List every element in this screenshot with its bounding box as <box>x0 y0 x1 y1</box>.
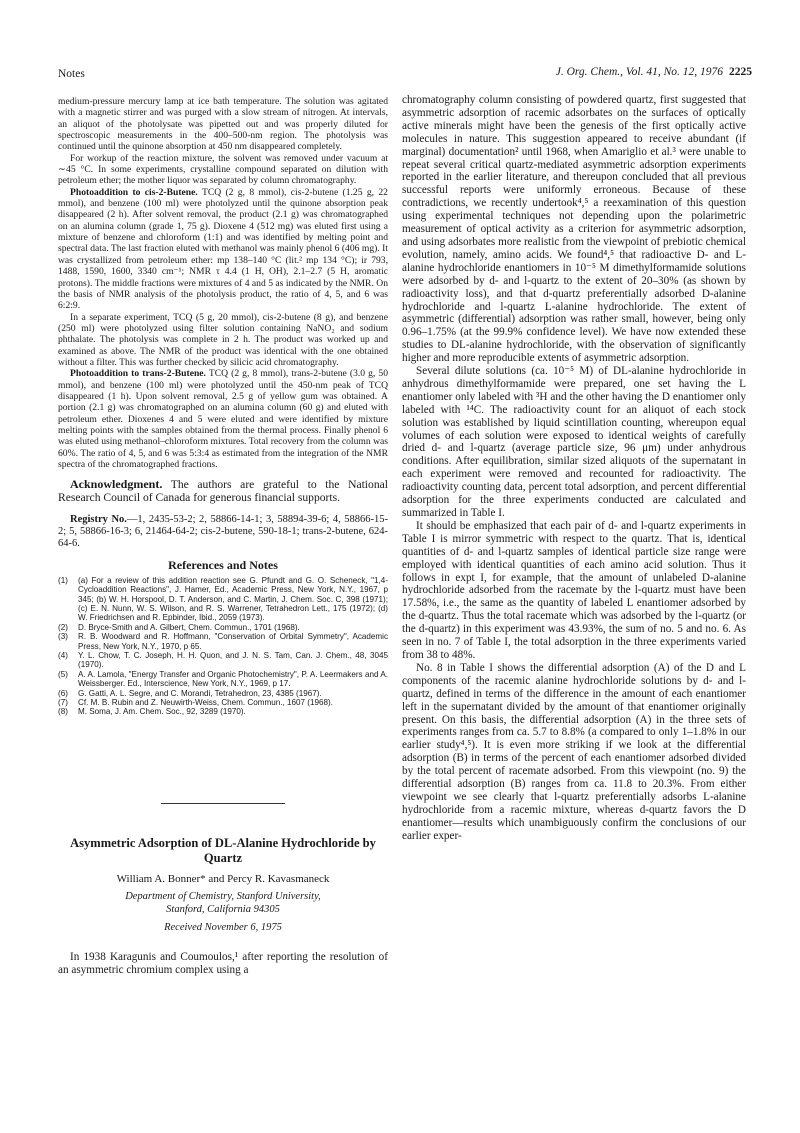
paragraph: medium-pressure mercury lamp at ice bath temperature. The solution was agitated with a magnetic stirrer and was purged with a slow stream of nitrogen. At intervals, an aliquot of the photolysate was pipetted out and was properly diluted for spectroscopic measurements in the 400–500-nm region. The photolysis was continued until the quinone absorption at 450 nm disappeared completely. <box>58 96 388 153</box>
reference-text: D. Bryce-Smith and A. Gilbert, Chem. Commun., 1701 (1968). <box>78 622 300 632</box>
reference-text: R. B. Woodward and R. Hoffmann, "Conservation of Orbital Symmetry", Academic Press, New York, N.Y., 1970, p 65. <box>78 632 388 651</box>
registry-body: —1, 2435-53-2; 2, 58866-14-1; 3, 58894-39-6; 4, 58866-15-2; 5, 58866-16-3; 6, 21464-64-2; cis-2-butene, 590-18-1; trans-2-butene, 624-64-6. <box>58 514 388 550</box>
references-heading: References and Notes <box>168 558 278 573</box>
reference-number: (1) <box>58 575 68 585</box>
paragraph: In a separate experiment, TCQ (5 g, 20 mmol), cis-2-butene (8 g), and benzene (250 ml) were photolyzed using filter solution containing NaNO₂ and sodium phthalate. The photolysis was complete in 2 h. The product was worked up and examined as above. The NMR of the product was identical with the one obtained without a filter. This was further checked by silicic acid chromatography. <box>58 311 388 368</box>
reference-item <box>58 632 388 651</box>
reference-item <box>58 707 388 716</box>
runin-heading: Photoaddition to cis-2-Butene. <box>70 186 198 198</box>
reference-item <box>58 623 388 632</box>
paragraph-body: TCQ (2 g, 8 mmol), cis-2-butene (1.25 g, 22 mmol), and benzene (100 ml) were photolyzed until the quinone absorption peak disappeared (2 h). After solvent removal, the product (2.1 g) was chromatographed on an alumina column (grade 1, 75 g). Dioxene 4 (512 mg) was eluted first using a mixture of benzene and chloroform (1:1) and was identified by melting point and spectral data. The last fraction eluted with methanol was mainly phenol 6 (406 mg). It was crystallized from petroleum ether: mp 138–140 °C (lit.² mp 134 °C); ir 793, 1488, 1590, 1600, 3340 cm⁻¹; NMR τ 4.4 (1 H, OH), 2.1–2.7 (5 H, aromatic protons). The middle fractions were mixtures of 4 and 5 as indicated by the NMR. On the basis of NMR analysis of the photolysis product, the ratio of 4, 5, and 6 was 6:2:9. <box>58 186 388 312</box>
reference-number: (4) <box>58 650 68 660</box>
journal-citation: J. Org. Chem., Vol. 41, No. 12, 1976 <box>555 66 723 78</box>
paragraph: It should be emphasized that each pair of d- and l-quartz experiments in Table I is mirror symmetric with respect to the quartz. That is, identical quantities of d- and l-quartz samples of identical particle size range were employed with identical quantities of each amino acid solution. Thus it follows in expt I, for example, that the amount of unlabeled D-alanine hydrochloride adsorbed from the racemate by the l-quartz must have been 17.58%, i.e., the same as the quantity of labeled L enantiomer adsorbed by the d-quartz. Thus the total racemate which was adsorbed by the l-quartz (or the d-quartz) in this experiment was 43.93%, the sum of no. 5 and no. 6. As seen in no. 7 of Table I, the total adsorption in the three experiments varied from 38 to 48%. <box>402 519 746 661</box>
runin-heading: Photoaddition to trans-2-Butene. <box>70 368 206 380</box>
received-date: Received November 6, 1975 <box>164 922 282 934</box>
paragraph: chromatography column consisting of powdered quartz, first suggested that asymmetric adsorption of racemic adsorbates on the surfaces of optically active minerals might have been the genesis of the first optically active molecules in nature. This suggestion appeared to receive abundant (if marginal) documentation² until 1968, when Amariglio et al.³ were unable to repeat several critical quartz-mediated asymmetric adsorption experiments reported in the earlier literature, and thereupon concluded that all previous successful reports were uniformly erroneous. Because of these contradictions, we recently undertook⁴,⁵ a reexamination of this question using experimental techniques not depending upon the polarimetric measurement of optical activity as a criterion for asymmetric adsorption, and using adsorbates more realistic from the viewpoint of prebiotic chemical evolution, namely, amino acids. We found⁴,⁵ that radioactive D- and L-alanine hydrochloride enantiomers in 10⁻⁵ M dimethylformamide solutions were adsorbed by d- and l-quartz to the extent of 20–30% (as shown by radioactivity loss), and that d-quartz preferentially adsorbed D-alanine hydrochloride and l-quartz L-alanine hydrochloride. The extent of asymmetric (differential) adsorption was rather small, however, being only 0.96–1.75% (at the 99.9% confidence level). We have now extended these studies to DL-alanine hydrochloride, with the observation of significantly higher and more reproducible extents of asymmetric adsorption. <box>402 94 746 365</box>
reference-number: (2) <box>58 622 68 632</box>
reference-text: Cf. M. B. Rubin and Z. Neuwirth-Weiss, Chem. Commun., 1607 (1968). <box>78 697 333 707</box>
reference-number: (5) <box>58 669 68 679</box>
paragraph: No. 8 in Table I shows the differential adsorption (A) of the D and L components of the racemic alanine hydrochloride solutions by d- and l-quartz, defined in terms of the difference in the amount of each enantiomer left in the supernatant divided by the amount of that enantiomer originally present. On this basis, the differential adsorption (A) in the three sets of experiments ranges from ca. 5.7 to 8.8% (a compared to only 1–1.8% in our earlier study⁴,⁵). It is even more striking if we look at the differential adsorption (B) in terms of the percent of each enantiomer adsorbed divided by the total percent of racemate adsorbed. From this viewpoint (no. 9) the differential adsorption (B) ranges from ca. 11.8 to 20.3%. From either viewpoint we see clearly that l-quartz preferentially adsorbs L-alanine hydrochloride from a racemic mixture, whereas d-quartz favors the D enantiomer—results which unambiguously confirm the conclusions of our earlier exper- <box>402 661 746 842</box>
article-authors: William A. Bonner* and Percy R. Kavasmaneck <box>116 872 330 885</box>
page-number: 2225 <box>729 66 752 78</box>
reference-item <box>58 670 388 689</box>
paragraph: For workup of the reaction mixture, the solvent was removed under vacuum at ∼45 °C. In some experiments, crystalline compound separated on dilution with petroleum ether; the mother liquor was separated by column chromatography. <box>58 152 388 187</box>
reference-item <box>58 651 388 670</box>
reference-number: (7) <box>58 697 68 707</box>
acknowledgment-title: Acknowledgment. <box>70 477 163 492</box>
paragraph-body: TCQ (2 g, 8 mmol), trans-2-butene (3.0 g, 50 mmol), and benzene (100 ml) were photolyzed until the 450-nm peak of TCQ disappeared (1 h). Upon solvent removal, 2.5 g of yellow gum was obtained. A portion (2.1 g) was chromatographed on an alumina column (60 g) and eluted with petroleum ether. Dioxenes 4 and 5 were eluted and were identified by mixture melting points with the samples obtained from the thermal process. Finally phenol 6 was eluted using methanol–chloroform mixtures. Total recovery from the column was 60%. The ratio of 4, 5, and 6 was 5:3:4 as estimated from the integration of the NMR spectra of the chromatographed fractions. <box>58 368 388 470</box>
article-title: Asymmetric Adsorption of DL-Alanine Hydrochloride by Quartz <box>70 835 376 865</box>
registry-label: Registry No. <box>70 514 127 526</box>
reference-text: M. Soma, J. Am. Chem. Soc., 92, 3289 (1970). <box>78 707 246 717</box>
reference-number: (6) <box>58 688 68 698</box>
reference-number: (8) <box>58 707 68 717</box>
reference-text: A. A. Lamola, "Energy Transfer and Organic Photochemistry", P. A. Leermakers and A. Weissberger. Ed., Interscience, New York, N.Y., 1969, p 17. <box>78 669 388 689</box>
reference-number: (3) <box>58 632 68 642</box>
reference-text: Y. L. Chow, T. C. Joseph, H. H. Quon, and J. N. S. Tam, Can. J. Chem., 48, 3045 (1970). <box>78 650 388 670</box>
right-column <box>402 94 746 843</box>
running-header-journal <box>556 66 752 78</box>
reference-item <box>58 576 388 623</box>
reference-text: G. Gatti, A. L. Segre, and C. Morandi, Tetrahedron, 23, 4385 (1967). <box>78 688 322 698</box>
references-list <box>58 576 388 717</box>
affiliation-line: Stanford, California 94305 <box>166 903 280 915</box>
article-affiliation <box>58 891 388 916</box>
registry-numbers <box>58 514 388 550</box>
paragraph <box>58 187 388 312</box>
affiliation-line: Department of Chemistry, Stanford University, <box>125 891 321 903</box>
reference-item <box>58 698 388 707</box>
acknowledgment-body: The authors are grateful to the National Research Council of Canada for generous financial supports. <box>58 478 388 505</box>
paragraph: Several dilute solutions (ca. 10⁻⁵ M) of DL-alanine hydrochloride in anhydrous dimethylformamide were prepared, one set having the L enantiomer only labeled with ³H and the other having the D enantiomer only labeled with ¹⁴C. The radioactivity count for an aliquot of each stock solution was established by liquid scintillation counting, whereupon equal volumes of each solution were exposed to identical weights of carefully dried d- and l-quartz (average particle size, 96 μm) under anhydrous conditions. After equilibration, similar sized aliquots of the supernatant in each experiment were removed and recounted for radioactivity. The radioactivity counting data, percent total adsorption, and percent differential adsorption for the three experiments conducted are calculated and summarized in Table I. <box>402 365 746 519</box>
running-header-section: Notes <box>58 68 85 80</box>
left-column <box>58 96 388 977</box>
acknowledgment <box>58 478 388 504</box>
paragraph <box>58 368 388 470</box>
article-intro: In 1938 Karagunis and Coumoulos,¹ after reporting the resolution of an asymmetric chromium complex using a <box>58 951 388 977</box>
section-divider <box>161 803 285 804</box>
reference-text: (a) For a review of this addition reaction see G. Pfundt and G. O. Scheneck, "1,4-Cycloaddition Reactions", J. Hamer, Ed., Academic Press, New York, N.Y., 1967, p 345; (b) W. H. Horspool, D. T. Anderson, and C. Martin, J. Chem. Soc. C, 398 (1971); (c) E. N. Nunn, W. S. Wilson, and R. S. Warrener, Tetrahedron Lett., 175 (1972); (d) W. Friedrichsen and R. Epbinder, Ibid., 2059 (1973). <box>78 575 388 623</box>
reference-item <box>58 689 388 698</box>
